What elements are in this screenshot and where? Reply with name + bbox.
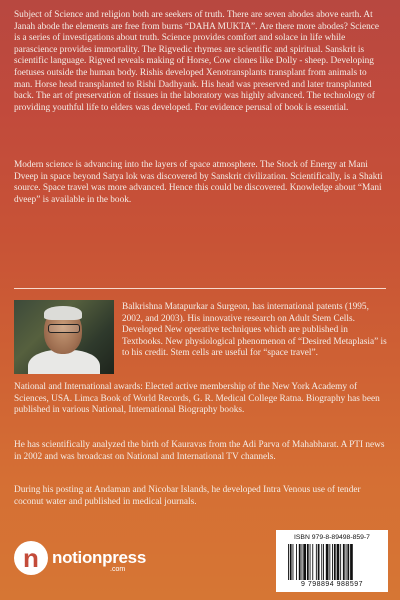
publisher-suffix: .com	[110, 566, 126, 573]
author-intro: Balkrishna Matapurkar a Surgeon, has international patents (1995, 2002, and 2003). His innovative research on Adult Stem Cells. Developed New operative techniques which are published in Textbooks. New physiological phenomenon of “Desired Metaplasia” is to his credit. Stem cells are useful for “space travel”.	[122, 302, 387, 359]
divider	[14, 288, 386, 289]
author-photo-glasses	[48, 324, 80, 333]
publisher-logo-icon: n	[14, 541, 48, 575]
publisher-name: notionpress	[52, 548, 146, 567]
isbn-digits: 9 798894 988597	[301, 581, 363, 588]
author-photo	[14, 300, 114, 374]
author-posting: During his posting at Andaman and Nicobar Islands, he developed Intra Venous use of tender coconut water and published in medical journals.	[14, 485, 361, 507]
barcode-icon	[286, 544, 378, 580]
blurb-paragraph-1: Subject of Science and religion both are seekers of truth. There are seven abodes above earth. At Janah abode the elements are free from burns “DAHA MUKTA”. Are there more abodes? Science is a series of investigations about truth. Science provides comfort and solace in life while parascience provides immortality. The Rigvedic rhymes are scientific and spiritual. Sanskrit is scientific language. Rigved reveals making of Horse, Cow clones like Dolly - sheep. Developing foetuses outside the human body. Rishis developed Xenotransplants transplant from animals to man. Horse head transplanted to Rishi Dadhyank. His head was preserved and later transplanted back. The art of preservation of tissues in the laboratory was highly advanced. The technology of providing youthful life to elders was developed. For evidence perusal of book is essential.	[14, 10, 380, 113]
author-awards: National and International awards: Elected active membership of the New York Academy of Sciences, USA. Limca Book of World Records, G. R. Medical College Ratna. Biography has been published in various National, International Biography books.	[14, 382, 380, 416]
blurb-paragraph-2: Modern science is advancing into the layers of space atmosphere. The Stock of Energy at Mani Dveep in space beyond Satya lok was discovered by Sanskrit civilization. Scientifically, is a Shakti source. Space travel was more advanced. Hence this could be discovered. Knowledge about “Mani dveep” is available in the book.	[14, 160, 383, 205]
author-analysis: He has scientifically analyzed the birth of Kauravas from the Adi Parva of Mahabharat. A PTI news in 2002 and was broadcast on National and International TV channels.	[14, 440, 385, 462]
author-photo-hair	[44, 306, 82, 320]
isbn-label: ISBN 979-8-89498-859-7	[294, 534, 370, 541]
isbn-barcode-box	[276, 530, 388, 592]
publisher-logo	[14, 541, 146, 577]
